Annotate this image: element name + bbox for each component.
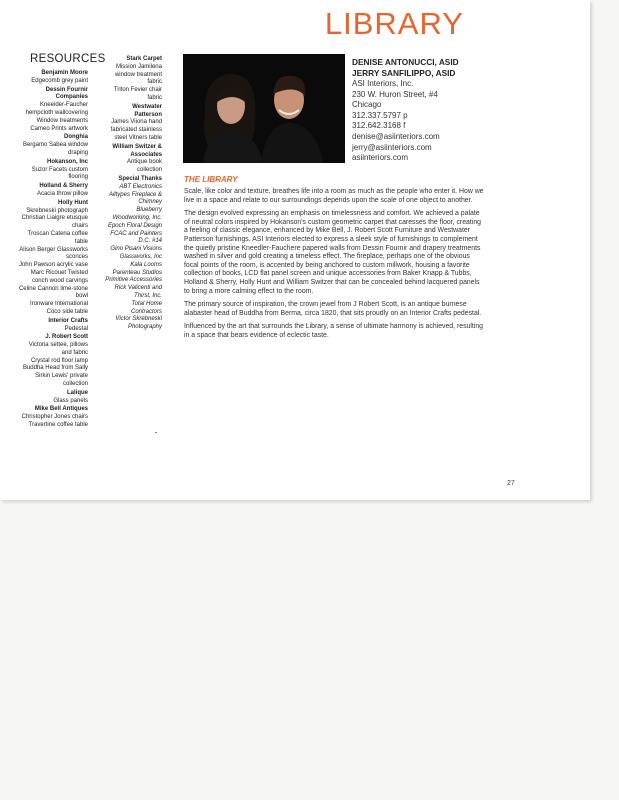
- article-paragraph: The design evolved expressing an emphasis on timelessness and comfort. We achieved a palate of neutral colors inspired by Hokanson's custom geometric carpet that caresses the floor, creating a feeling of classic elegance, enhanced by Mike Bell, J. Robert Scott Furniture and Westwater Patterson furnishings. ASI Interiors elected to express a sleek style of furnishings to complement the quietly pristine Kneedler-Fauchere papered walls from Dessin Fournir and drapery treatments washed in silver and gold creating a timeless effect. The fireplace, perhaps one of the obvious focal points of the room, is accented by being anchored to custom millwork, housing a favorite collection of books, LCD flat panel screen and unique accessories from Baker Knapp & Tubbs, Holland & Sherry, Holly Hunt and William Switzer that can be concealed behind lacquered panels to bring a more calming effect to the room.: [184, 210, 481, 295]
- resource-item: Mission Jamilena window treatment fabric: [114, 63, 162, 86]
- resource-item: Edgecomb grey paint: [31, 77, 88, 84]
- resource-item: Parenteau Studios: [112, 269, 162, 276]
- resource-item: Alltypes Fireplace & Chimney: [108, 191, 162, 206]
- email-2: jerry@asiinteriors.com: [352, 142, 432, 152]
- resource-item: Kneeider-Faucher hempcloth wallcovering: [25, 102, 88, 116]
- resource-vendor: Donghia: [64, 134, 88, 141]
- resource-item: Skrebneski photograph: [26, 207, 88, 214]
- resource-item: Primitive Accessories: [105, 277, 162, 284]
- email-1: denise@asiinteriors.com: [352, 131, 440, 141]
- designer-name-2: JERRY SANFILIPPO, ASID: [352, 67, 456, 78]
- resource-item: Christian Liaigre etusque chairs: [21, 215, 88, 230]
- page-number: 27: [507, 480, 515, 487]
- fax: 312.642.3168 f: [352, 121, 406, 131]
- resource-item: Suzor Facets custom flooring: [31, 166, 88, 181]
- resource-item: James Viiona hand fabricated stainless steel Vitners table: [110, 119, 162, 141]
- contact-block: [352, 79, 552, 164]
- company-name: ASI Interiors, Inc.: [352, 79, 414, 88]
- resources-heading: RESOURCES: [30, 53, 106, 65]
- resource-item: ABT Electronics: [119, 183, 162, 190]
- resource-item: Bergamo Sabea window draping: [22, 142, 88, 156]
- resource-vendor: Holly Hunt: [58, 199, 88, 206]
- street-address: 230 W. Huron Street, #4: [352, 89, 438, 99]
- designer-names: [352, 57, 552, 78]
- resource-item: Crystal rod floor lamp: [30, 357, 88, 364]
- print-speck: [155, 432, 157, 433]
- article-paragraph: The primary source of inspiration, the crown jewel from J Robert Scott, is an antique burnese alabaster head of Buddha from Berma, circa 1820, that sits proudly on an Interior Crafts pedestal.: [184, 301, 482, 317]
- resource-item: Gino Pisani Visions Glassworks, Inc: [110, 246, 162, 260]
- resource-item: Buddha Head from Sally Sirkin Lewis' private collection: [22, 365, 88, 388]
- resources-column-2: [103, 55, 162, 333]
- resource-vendor: Benjamin Moore: [41, 70, 88, 76]
- resource-item: Victor Skrebneski Photography: [115, 316, 162, 331]
- article-heading: THE LIBRARY: [184, 175, 238, 184]
- phone: 312.337.5797 p: [352, 110, 408, 120]
- resources-column-1: [18, 69, 88, 431]
- resource-item: FCAC and Painters D.C. #14: [110, 230, 162, 245]
- resource-vendor: Lalique: [66, 389, 88, 396]
- resource-vendor: J. Robert Scott: [45, 334, 88, 341]
- resource-item: Victoria settee, pillows and fabric: [28, 342, 88, 356]
- resource-item: Christopher Jones chairs: [21, 414, 88, 421]
- resource-vendor: Dessin Fournir Companies: [45, 86, 88, 101]
- resource-item: Glass panels: [53, 397, 88, 404]
- resource-item: Window treatments: [36, 117, 88, 124]
- resource-vendor: William Switzer & Associates: [112, 143, 162, 158]
- resource-item: Celine Cannon lime-stone bowl: [18, 285, 88, 300]
- resource-item: Acacia throw pillow: [36, 190, 88, 197]
- resource-item: John Pawson acrylic vase: [18, 262, 88, 269]
- resource-item: Troscan Catena coffee table: [27, 230, 88, 245]
- resource-item: Travertine coffee table: [28, 422, 88, 429]
- resource-item: Marc Ricouet Twisted conch wood carvings: [30, 269, 88, 284]
- resource-vendor: Interior Crafts: [48, 317, 88, 324]
- city: Chicago: [352, 100, 382, 110]
- resource-item: Epoch Floral Design: [107, 222, 162, 229]
- resource-vendor: Stark Carpet: [126, 56, 162, 62]
- resource-vendor: Special Thanks: [118, 175, 162, 182]
- resource-item: Alison Berger Glassworks sconces: [19, 246, 88, 261]
- resource-item: Cameo Prints artwork: [30, 125, 88, 132]
- designer-name-1: DENISE ANTONUCCI, ASID: [352, 57, 459, 67]
- article-paragraph: Scale, like color and texture, breathes life into a room as much as the people who enter it. How we live in a space and relate to our surroundings depends upon the scale of one object to another.: [184, 188, 484, 204]
- article-body: [184, 188, 484, 346]
- resource-item: Rick Valicenti and Thirst, Inc.: [114, 285, 162, 299]
- resource-item: Ironware International Coco side table: [29, 301, 88, 315]
- section-title: LIBRARY: [324, 6, 464, 41]
- resource-vendor: Westwater Patterson: [132, 103, 162, 118]
- resource-vendor: Holland & Sherry: [39, 183, 88, 190]
- resource-item: Kala Looms: [130, 261, 162, 268]
- resource-vendor: Hokanson, Inc: [46, 158, 88, 165]
- resource-item: Antique book collection: [126, 159, 162, 174]
- resource-item: Triton Fevier chair fabric: [113, 87, 162, 101]
- resource-item: Blueberry Woodworking, Inc.: [112, 207, 162, 221]
- designers-photo: [183, 54, 345, 163]
- resource-item: Pedestal: [64, 325, 88, 332]
- resource-vendor: Mike Bell Antiques: [34, 406, 88, 413]
- article-paragraph: Influenced by the art that surrounds the Library, a sense of ultimate harmony is achieved, resulting in a space that bears evidence of eclectic taste.: [184, 323, 484, 339]
- website: asiinteriors.com: [352, 153, 409, 163]
- resource-item: Total Home Contractors: [130, 300, 162, 315]
